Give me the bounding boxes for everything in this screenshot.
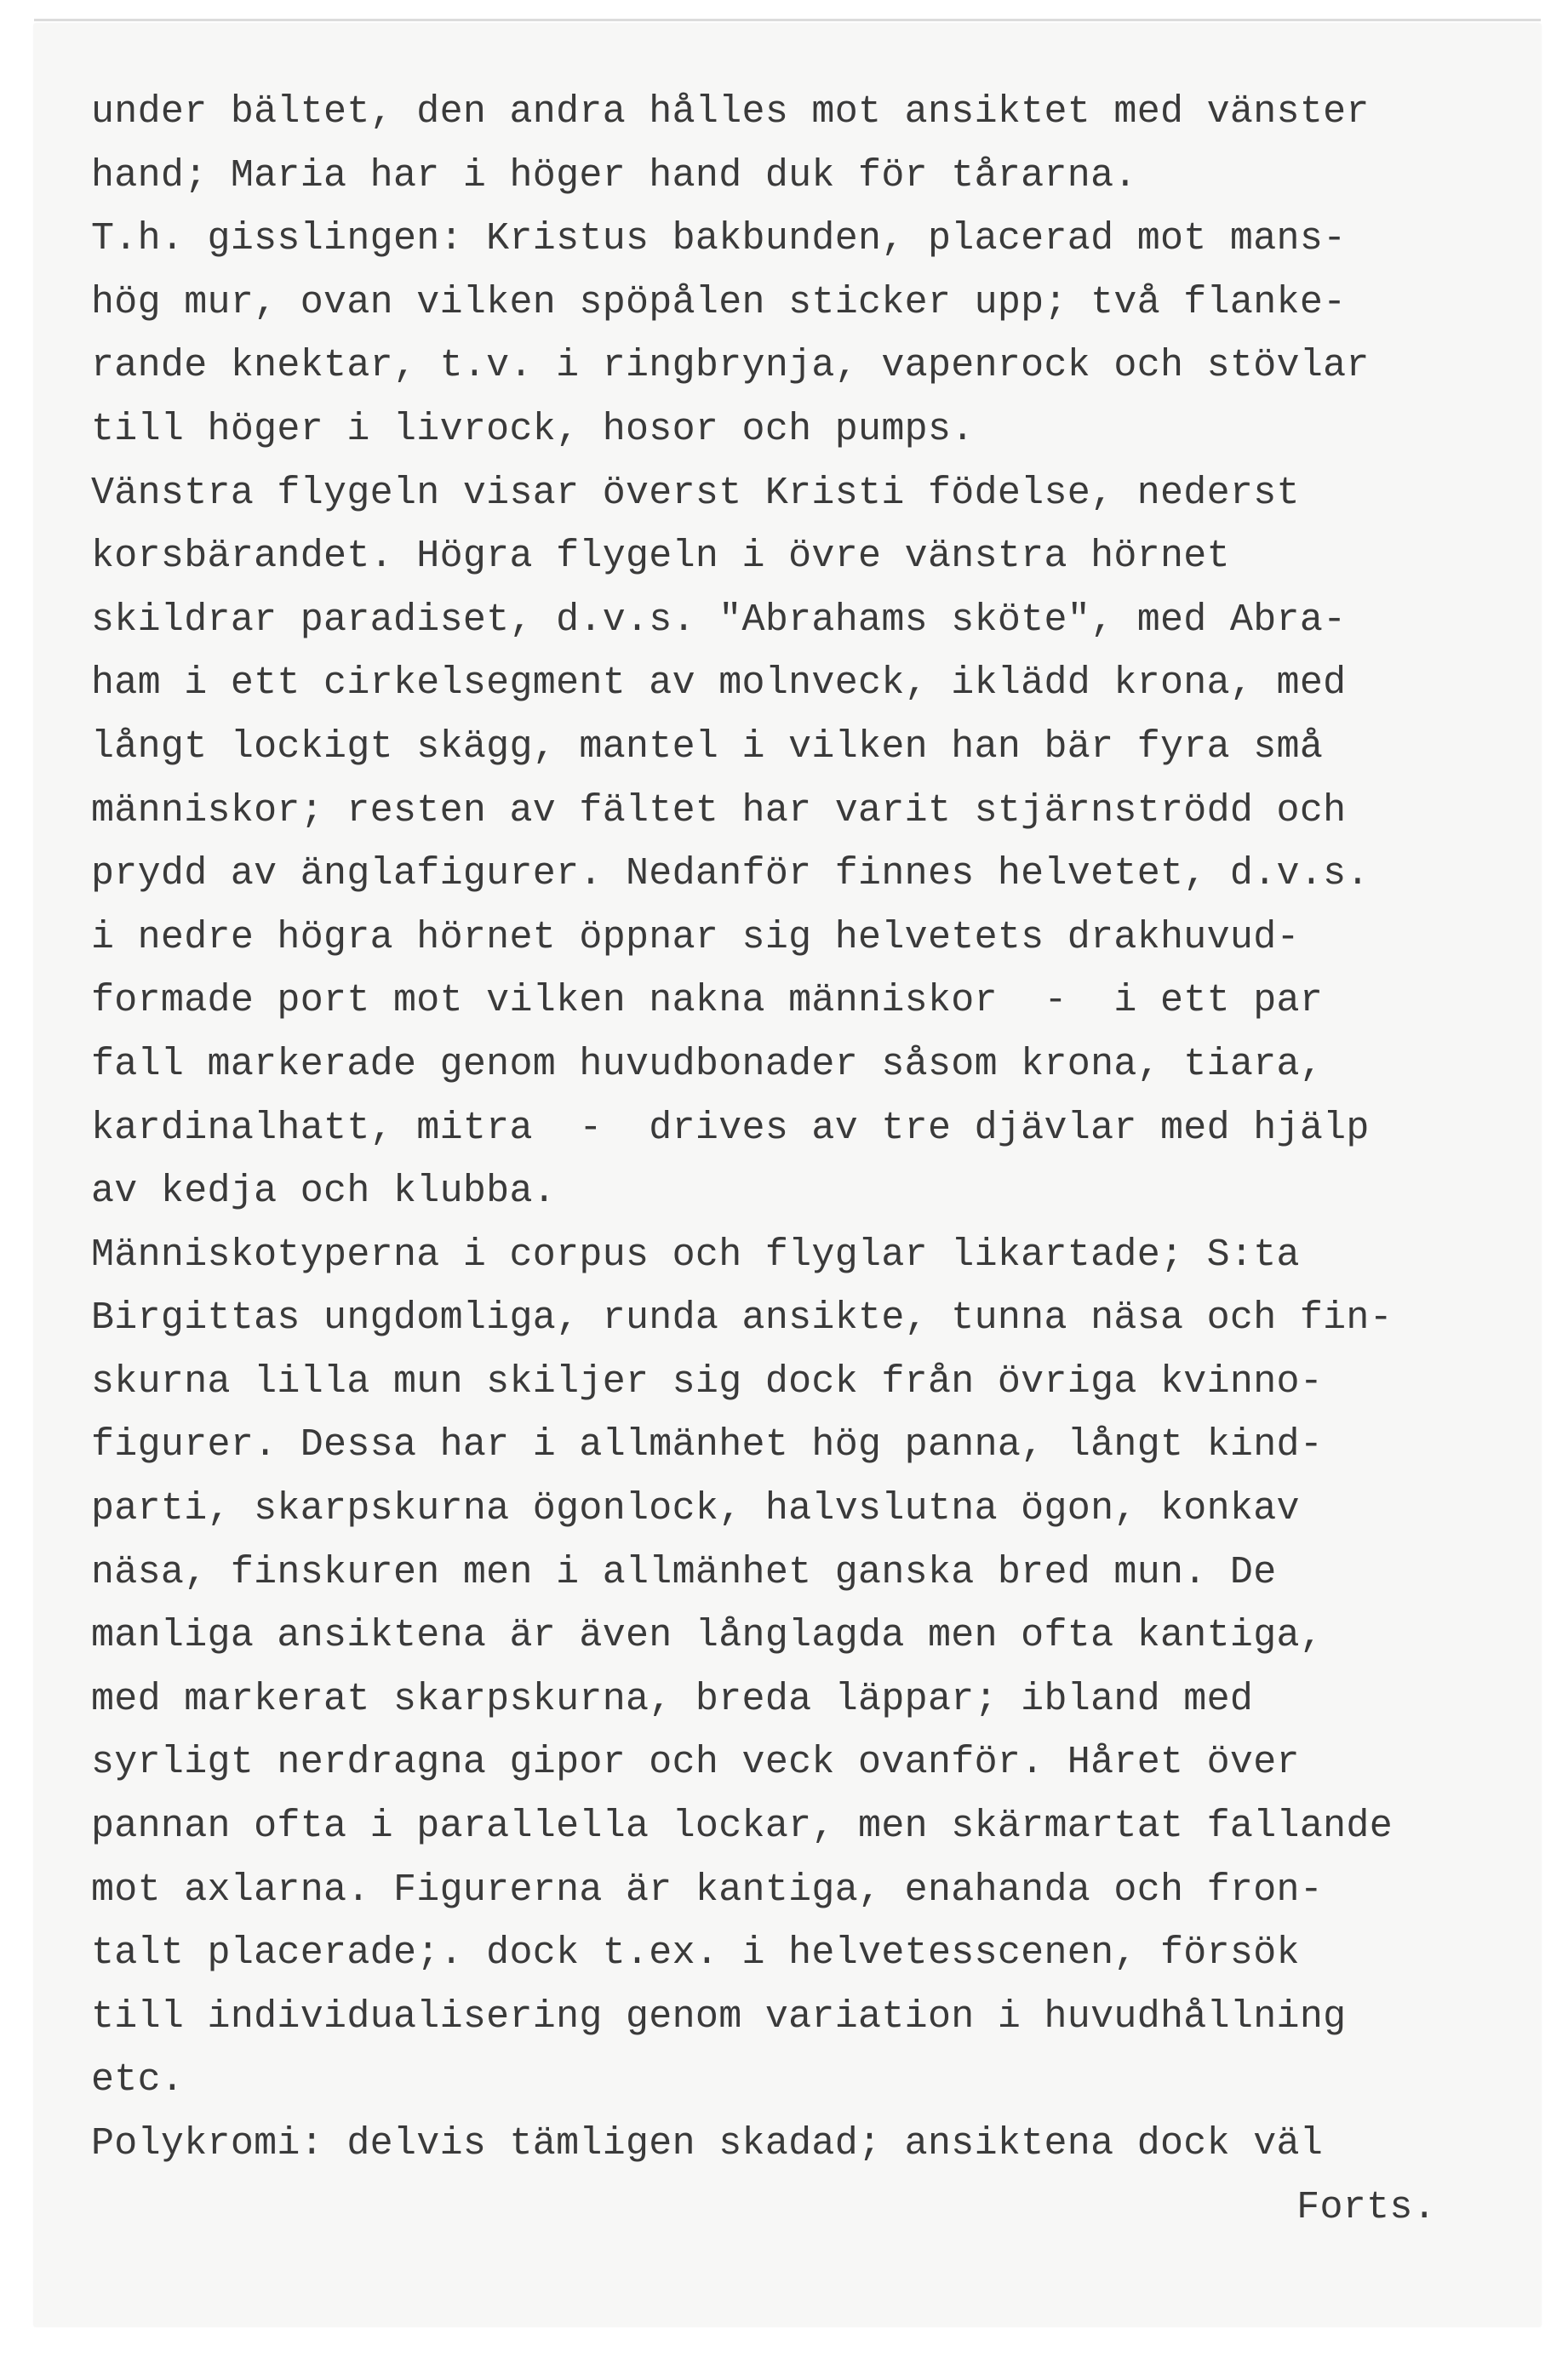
text-line: Vänstra flygeln visar överst Kristi födelse, nederst [91, 471, 1300, 515]
text-line: figurer. Dessa har i allmänhet hög panna, långt kind- [91, 1423, 1324, 1467]
text-line: etc. [91, 2058, 185, 2102]
text-line: T.h. gisslingen: Kristus bakbunden, placerad mot mans- [91, 217, 1347, 261]
text-line: prydd av änglafigurer. Nedanför finnes helvetet, d.v.s. [91, 852, 1370, 896]
text-line: Birgittas ungdomliga, runda ansikte, tunna näsa och fin- [91, 1296, 1393, 1341]
text-line: skurna lilla mun skiljer sig dock från övriga kvinno- [91, 1359, 1324, 1404]
continuation-note: Forts. [1296, 2185, 1436, 2229]
text-line: hög mur, ovan vilken spöpålen sticker upp; två flanke- [91, 280, 1347, 324]
text-line: kardinalhatt, mitra - drives av tre djävlar med hjälp [91, 1106, 1370, 1150]
page-top-edge [34, 19, 1541, 21]
text-line: skildrar paradiset, d.v.s. "Abrahams sköte", med Abra- [91, 598, 1347, 642]
text-line: hand; Maria har i höger hand duk för tårarna. [91, 153, 1137, 197]
text-line: långt lockigt skägg, mantel i vilken han bär fyra små [91, 724, 1324, 769]
text-line: människor; resten av fältet har varit stjärnströdd och [91, 788, 1347, 832]
text-line: fall markerade genom huvudbonader såsom krona, tiara, [91, 1042, 1324, 1086]
text-line: av kedja och klubba. [91, 1170, 557, 1214]
text-line: formade port mot vilken nakna människor - i ett par [91, 979, 1324, 1023]
text-line: mot axlarna. Figurerna är kantiga, enahanda och fron- [91, 1868, 1324, 1912]
text-line: parti, skarpskurna ögonlock, halvslutna ögon, konkav [91, 1487, 1300, 1531]
text-line: till individualisering genom variation i huvudhållning [91, 1994, 1347, 2039]
text-line: ham i ett cirkelsegment av molnveck, iklädd krona, med [91, 661, 1347, 706]
text-line: till höger i livrock, hosor och pumps. [91, 407, 975, 451]
text-line: Polykromi: delvis tämligen skadad; ansiktena dock väl [91, 2122, 1324, 2165]
text-line: korsbärandet. Högra flygeln i övre vänstra hörnet [91, 535, 1230, 579]
text-line: rande knektar, t.v. i ringbrynja, vapenrock och stövlar [91, 344, 1370, 388]
text-line: i nedre högra hörnet öppnar sig helvetets drakhuvud- [91, 915, 1300, 959]
text-line: näsa, finskuren men i allmänhet ganska bred mun. De [91, 1550, 1277, 1594]
text-line: manliga ansiktena är även långlagda men ofta kantiga, [91, 1614, 1324, 1658]
text-line: pannan ofta i parallella lockar, men skärmartat fallande [91, 1805, 1393, 1849]
text-line: Människotyperna i corpus och flyglar likartade; S:ta [91, 1233, 1300, 1277]
text-line: med markerat skarpskurna, breda läppar; ibland med [91, 1677, 1254, 1721]
text-line: syrligt nerdragna gipor och veck ovanför. Håret över [91, 1741, 1300, 1785]
typewritten-text [91, 81, 1538, 2240]
text-line: under bältet, den andra hålles mot ansiktet med vänster [91, 90, 1370, 134]
text-line: talt placerade;. dock t.ex. i helvetesscenen, försök [91, 1931, 1300, 1976]
